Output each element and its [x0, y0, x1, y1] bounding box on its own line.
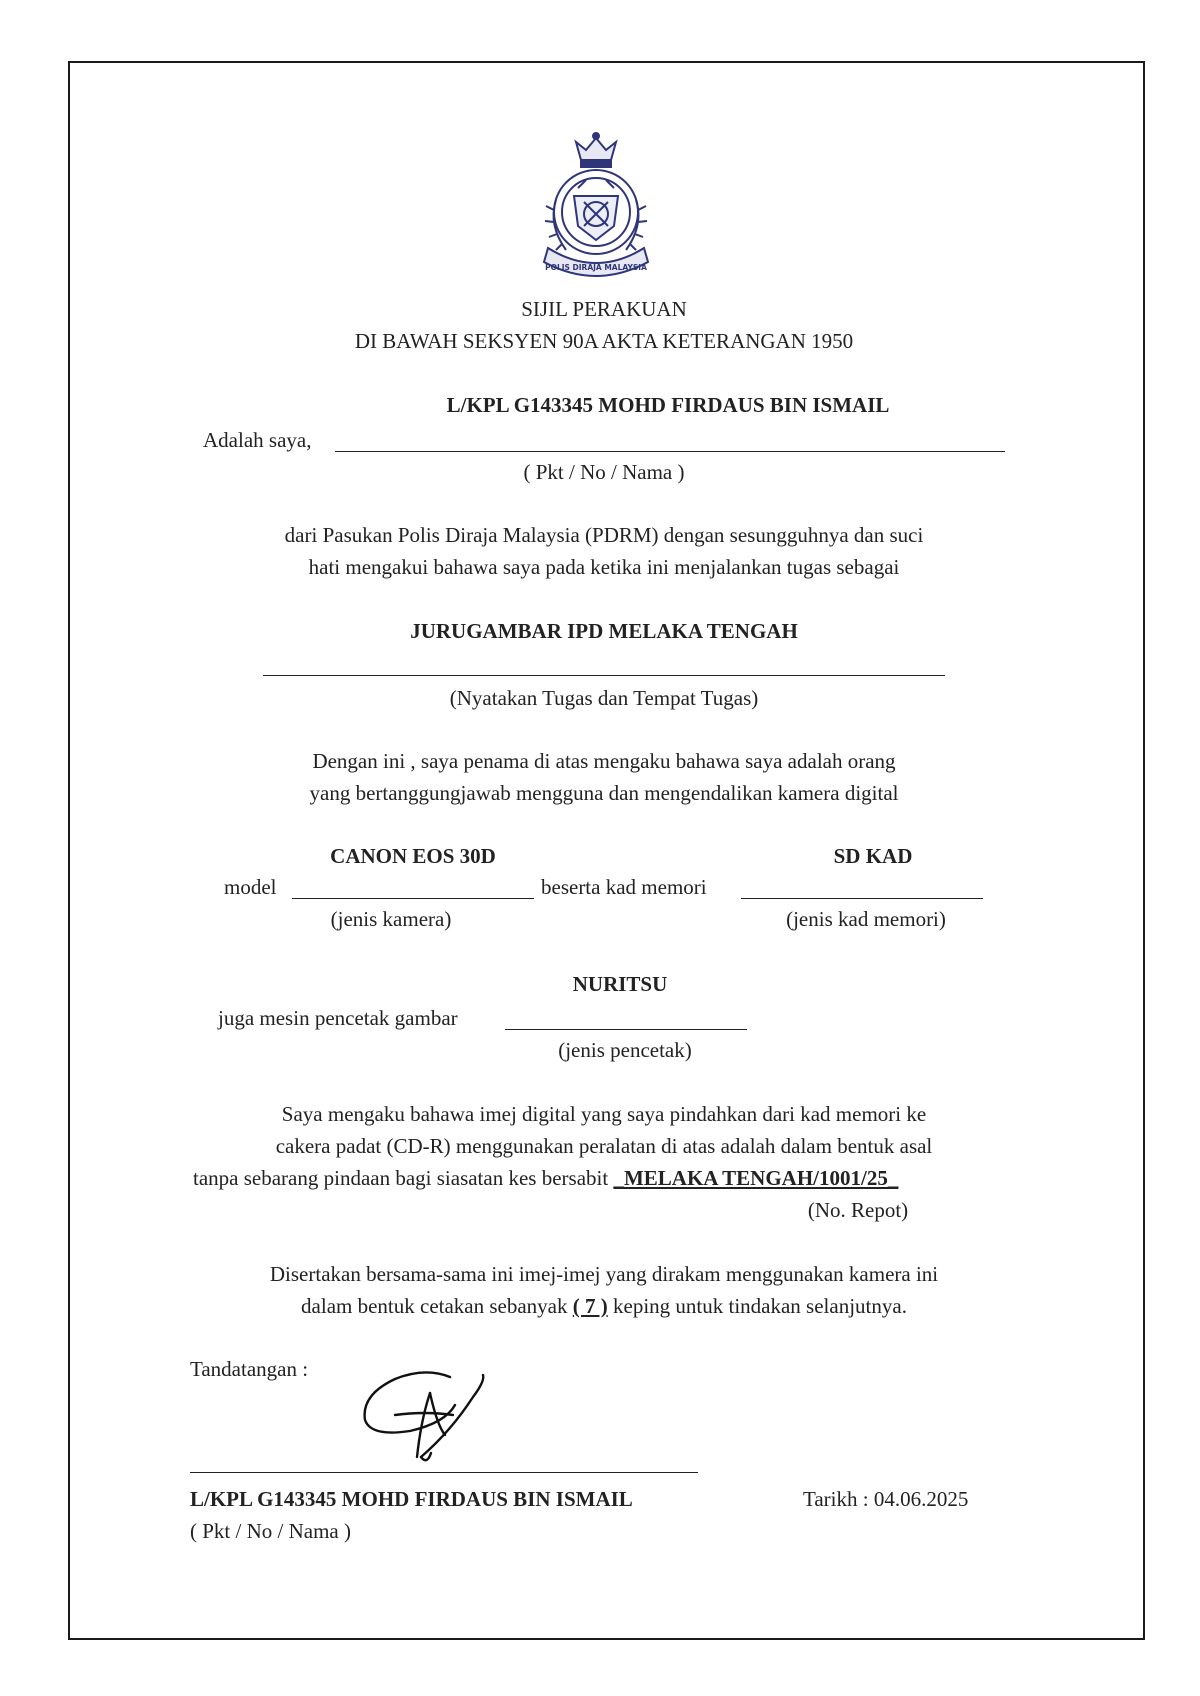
duty-value: JURUGAMBAR IPD MELAKA TENGAH: [410, 619, 798, 643]
statement4-line1: Disertakan bersama-sama ini imej-imej yang dirakam menggunakan kamera ini: [269, 1262, 939, 1286]
signature-label: Tandatangan :: [190, 1357, 309, 1381]
statement2-line2: yang bertanggungjawab mengguna dan mengendalikan kamera digital: [309, 781, 899, 805]
statement4-line2-suffix: keping untuk tindakan selanjutnya.: [613, 1294, 907, 1318]
certificate-subtitle: DI BAWAH SEKSYEN 90A AKTA KETERANGAN 1950: [354, 329, 854, 353]
memory-card-label: beserta kad memori: [541, 875, 707, 899]
duty-line: [263, 675, 945, 676]
memory-card-caption: (jenis kad memori): [786, 907, 946, 931]
model-label: model: [224, 875, 277, 899]
signer-caption: ( Pkt / No / Nama ): [190, 1519, 351, 1543]
report-caption: (No. Repot): [807, 1198, 909, 1222]
statement2-line1: Dengan ini , saya penama di atas mengaku bahawa saya adalah orang: [312, 749, 896, 773]
camera-caption: (jenis kamera): [330, 907, 452, 931]
officer-name-value: L/KPL G143345 MOHD FIRDAUS BIN ISMAIL: [446, 393, 890, 417]
camera-value: CANON EOS 30D: [330, 844, 496, 868]
statement3-line2: cakera padat (CD-R) menggunakan peralatan di atas adalah dalam bentuk asal: [275, 1134, 933, 1158]
printer-value: NURITSU: [572, 972, 668, 996]
signer-name: L/KPL G143345 MOHD FIRDAUS BIN ISMAIL: [190, 1487, 633, 1511]
printer-line: [505, 1029, 747, 1030]
printer-caption: (jenis pencetak): [558, 1038, 692, 1062]
memory-card-line: [741, 898, 983, 899]
officer-prefix: Adalah saya,: [203, 428, 312, 452]
report-number: _MELAKA TENGAH/1001/25_: [613, 1166, 899, 1190]
officer-caption: ( Pkt / No / Nama ): [523, 460, 685, 484]
memory-card-value: SD KAD: [833, 844, 913, 868]
pdrm-emblem: [526, 130, 666, 278]
camera-line: [292, 898, 534, 899]
emblem-ribbon-text: POLIS DIRAJA MALAYSIA: [545, 263, 647, 272]
statement3-line1: Saya mengaku bahawa imej digital yang saya pindahkan dari kad memori ke: [281, 1102, 927, 1126]
handwritten-signature: [355, 1365, 525, 1475]
signature-line: [190, 1472, 698, 1473]
printer-label: juga mesin pencetak gambar: [218, 1006, 458, 1030]
print-count: ( 7 ): [572, 1294, 608, 1318]
statement4-line2-prefix: dalam bentuk cetakan sebanyak: [301, 1294, 568, 1318]
officer-name-line: [335, 451, 1005, 452]
duty-caption: (Nyatakan Tugas dan Tempat Tugas): [449, 686, 759, 710]
date-label: Tarikh : 04.06.2025: [803, 1487, 969, 1511]
statement1-line2: hati mengakui bahawa saya pada ketika ini menjalankan tugas sebagai: [308, 555, 900, 579]
statement4-line2: [301, 1296, 907, 1317]
statement1-line1: dari Pasukan Polis Diraja Malaysia (PDRM) dengan sesungguhnya dan suci: [284, 523, 924, 547]
certificate-title: SIJIL PERAKUAN: [521, 297, 687, 321]
statement3-line3-prefix: tanpa sebarang pindaan bagi siasatan kes bersabit: [193, 1166, 609, 1190]
statement3-line3: [193, 1168, 898, 1189]
